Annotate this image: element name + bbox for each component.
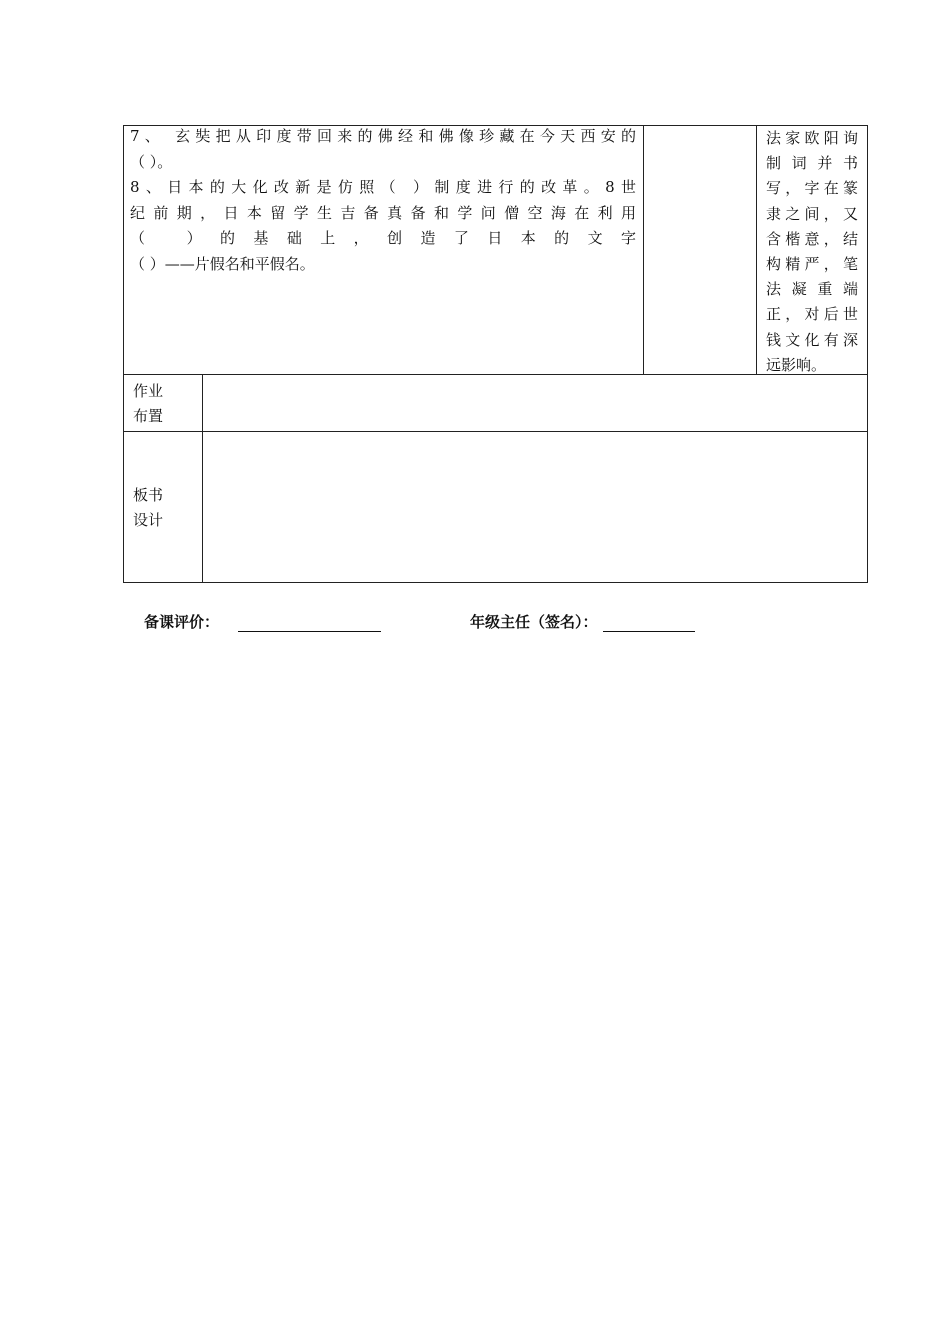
evaluation-blank[interactable]: [238, 617, 381, 632]
side-note-line: 正，对后世: [766, 305, 858, 324]
table-border-left: [123, 125, 124, 583]
homework-label-line: 作业: [133, 382, 164, 400]
table-border-row2-bottom: [123, 431, 868, 432]
table-divider-col3: [756, 125, 757, 375]
table-divider-label: [202, 374, 203, 583]
table-border-right: [867, 125, 868, 583]
question-line: （ ）。: [130, 152, 173, 171]
evaluation-label: 备课评价：: [144, 613, 220, 631]
side-note-line: 隶之间，又: [766, 204, 858, 223]
side-note-line: 法家欧阳询: [766, 129, 858, 147]
question-line: 8、日本的大化改新是仿照（ ）制度进行的改革。8世: [130, 178, 636, 196]
side-note-line: 写，字在篆: [766, 179, 858, 198]
homework-label-line: 布置: [133, 407, 164, 425]
director-signature-field: [470, 611, 695, 632]
question-line: 7、 玄奘把从印度带回来的佛经和佛像珍藏在今天西安的: [130, 127, 636, 145]
side-note-line: 法 凝 重 端: [766, 280, 858, 299]
side-note-line: 远影响。: [766, 355, 827, 374]
side-note-line: 含楷意，结: [766, 229, 858, 248]
table-divider-col2: [643, 125, 644, 375]
board-design-label: [133, 483, 163, 533]
evaluation-field: [144, 611, 381, 632]
question-block: [130, 124, 636, 277]
homework-label: [133, 379, 163, 429]
side-note-line: 制 词 并 书: [766, 154, 858, 173]
side-note-line: 钱文化有深: [766, 330, 858, 349]
question-line: （ ）的基础上，创造了日本的文字: [130, 229, 636, 247]
question-line: （ ）——片假名和平假名。: [130, 254, 315, 273]
homework-content: [210, 380, 860, 425]
board-design-label-line: 板书: [133, 486, 164, 504]
director-signature-blank[interactable]: [603, 617, 695, 632]
side-note: [766, 126, 860, 378]
director-label: 年级主任（签名）：: [470, 613, 598, 631]
table-border-bottom: [123, 582, 868, 583]
board-design-label-line: 设计: [133, 511, 164, 529]
question-line: 纪前期，日本留学生吉备真备和学问僧空海在利用: [130, 203, 636, 222]
side-note-line: 构精严，笔: [766, 255, 858, 274]
board-design-content: [210, 437, 860, 577]
